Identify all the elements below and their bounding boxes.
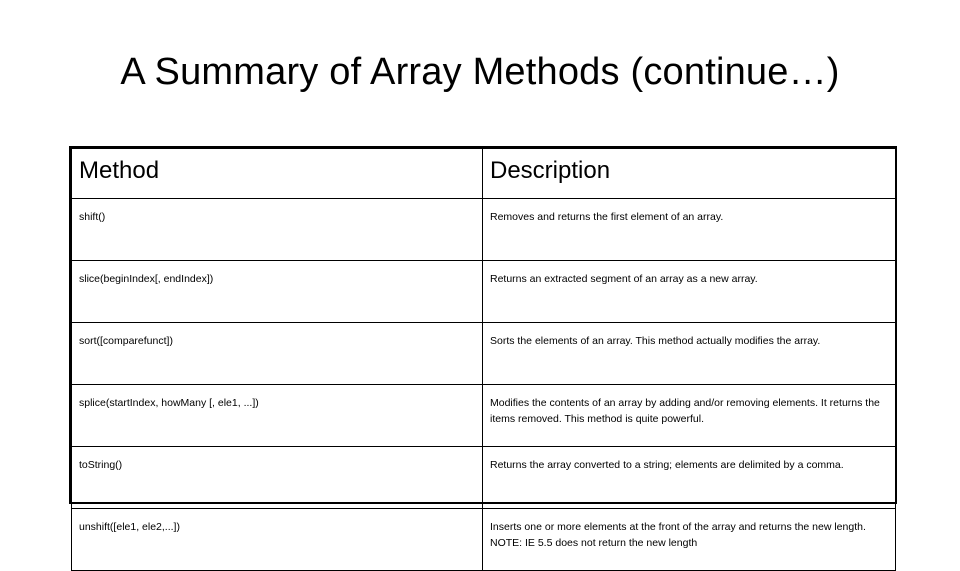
- description-cell: Inserts one or more elements at the front of the array and returns the new length. NOTE: IE 5.5 does not return the new length: [483, 509, 896, 571]
- method-cell: sort([comparefunct]): [72, 323, 483, 385]
- method-cell: shift(): [72, 199, 483, 261]
- description-column-header: Description: [483, 149, 896, 199]
- table-row: [72, 447, 896, 509]
- method-cell: unshift([ele1, ele2,...]): [72, 509, 483, 571]
- description-cell: Returns an extracted segment of an array as a new array.: [483, 261, 896, 323]
- description-cell: Sorts the elements of an array. This method actually modifies the array.: [483, 323, 896, 385]
- table-row: [72, 261, 896, 323]
- method-cell: slice(beginIndex[, endIndex]): [72, 261, 483, 323]
- description-cell: Returns the array converted to a string; elements are delimited by a comma.: [483, 447, 896, 509]
- description-cell: Removes and returns the first element of an array.: [483, 199, 896, 261]
- method-cell: toString(): [72, 447, 483, 509]
- method-column-header: Method: [72, 149, 483, 199]
- table-row: [72, 199, 896, 261]
- description-cell: Modifies the contents of an array by adding and/or removing elements. It returns the items removed. This method is quite powerful.: [483, 385, 896, 447]
- method-cell: splice(startIndex, howMany [, ele1, ...]): [72, 385, 483, 447]
- slide-title: A Summary of Array Methods (continue…): [120, 51, 840, 93]
- array-methods-table: [69, 146, 897, 549]
- table-row: [72, 385, 896, 447]
- table-header-row: [72, 149, 896, 199]
- table-row: [72, 323, 896, 385]
